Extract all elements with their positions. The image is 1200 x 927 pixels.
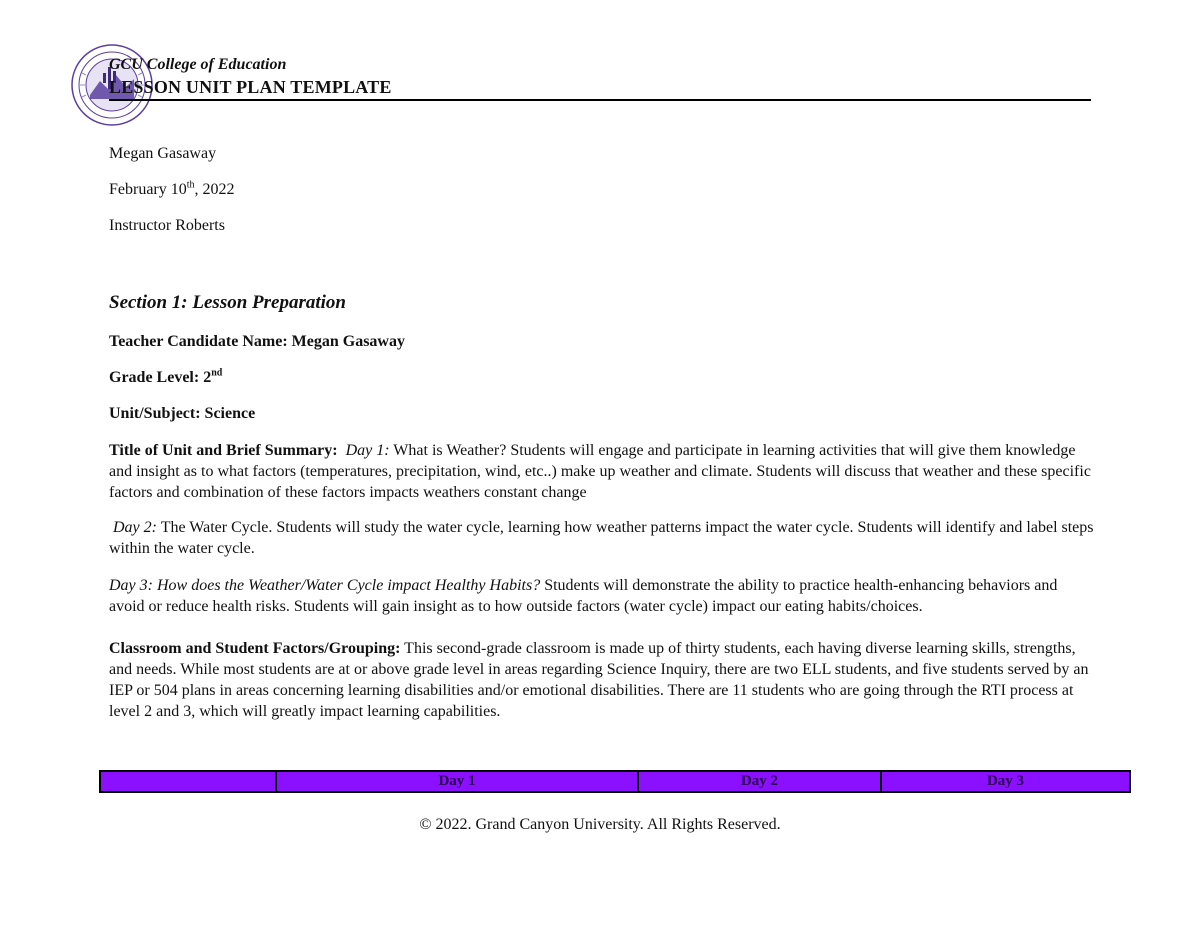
- unit-subject-field: Unit/Subject: Science: [109, 405, 256, 422]
- classroom-factors: Classroom and Student Factors/Grouping: This second-grade classroom is made up of thirty students, each having diverse learning skills, strengths, and needs. While most students are at or above grade level in areas regarding Science Inquiry, there are two ELL students, and five students served by an IEP or 504 plans in areas concerning learning disabilities and/or emotional disabilities. There are 11 students who are going through the RTI process at level 2 and 3, which will greatly impact learning capabilities.: [109, 640, 1089, 720]
- section-title: Section 1: Lesson Preparation: [109, 292, 346, 313]
- day-table-header: [99, 770, 1131, 793]
- day-table-col-day2: Day 2: [638, 771, 881, 792]
- day-table-col-day1: Day 1: [276, 771, 638, 792]
- grade-level-field: Grade Level: 2nd: [109, 367, 223, 386]
- college-name: GCU College of Education: [109, 56, 287, 73]
- copyright-footer: © 2022. Grand Canyon University. All Rights Reserved.: [419, 816, 781, 833]
- day2-summary: Day 2: The Water Cycle. Students will study the water cycle, learning how weather patterns impact the water cycle. Students will identify and label steps within the water cycle.: [109, 519, 1094, 557]
- header-divider: [109, 99, 1091, 101]
- day-table-col-day3: Day 3: [881, 771, 1130, 792]
- teacher-candidate-field: Teacher Candidate Name: Megan Gasaway: [109, 333, 405, 350]
- template-title: LESSON UNIT PLAN TEMPLATE: [109, 77, 392, 97]
- day-table-blank-cell: [100, 771, 276, 792]
- instructor-name: Instructor Roberts: [109, 217, 225, 234]
- author-name: Megan Gasaway: [109, 145, 217, 162]
- day3-summary: Day 3: How does the Weather/Water Cycle impact Healthy Habits? Students will demonstrate the ability to practice health-enhancing behaviors and avoid or reduce health risks. Students will gain insight as to how outside factors (water cycle) impact our eating habits/choices.: [109, 577, 1058, 615]
- date-line: February 10th, 2022: [109, 179, 235, 198]
- day1-summary: Title of Unit and Brief Summary: Day 1: What is Weather? Students will engage and participate in learning activities that will give them knowledge and insight as to what factors (temperatures, precipitation, wind, etc..) make up weather and climate. Students will discuss that weather and these specific factors and combination of these factors impacts weathers constant change: [109, 442, 1091, 501]
